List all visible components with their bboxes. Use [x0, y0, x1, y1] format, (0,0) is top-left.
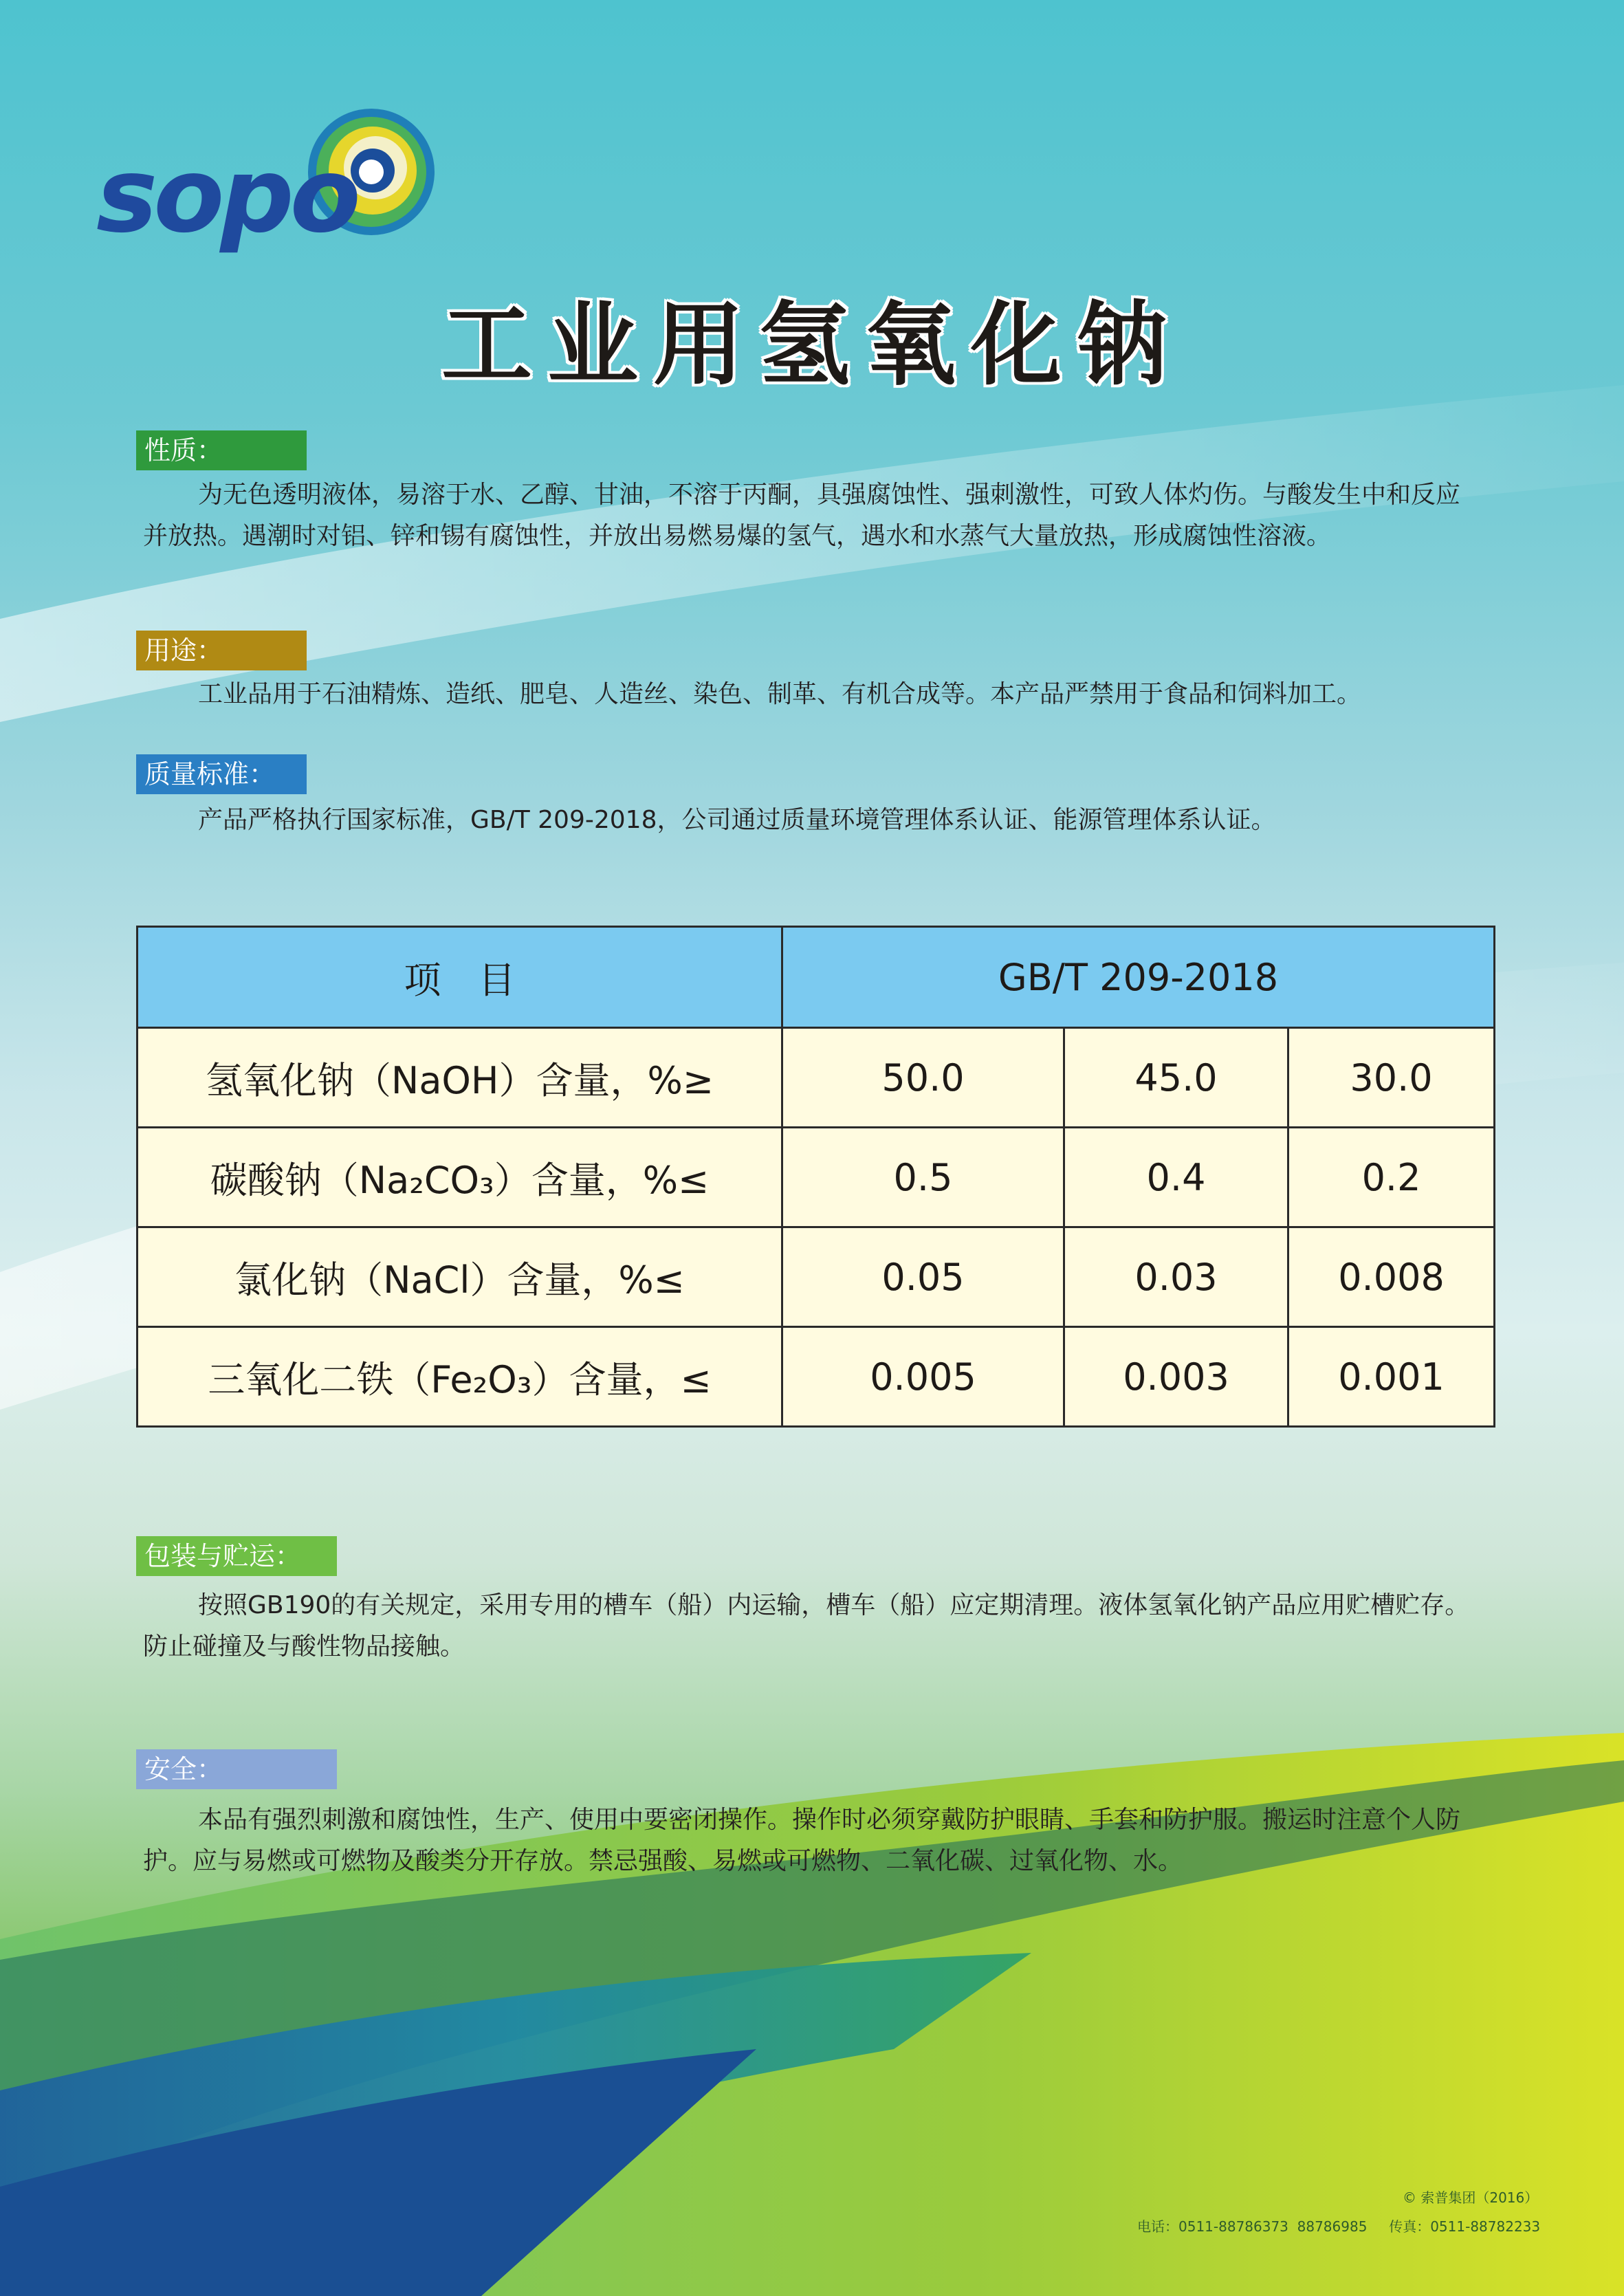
section-uses-label: 用途： — [136, 631, 307, 670]
footer-copyright: © 索普集团（2016） — [1403, 2189, 1539, 2206]
section-quality-body: 产品严格执行国家标准，GB/T 209-2018，公司通过质量环境管理体系认证、能源管理体系认证。 — [198, 806, 1276, 834]
row-value: 0.4 — [1064, 1128, 1288, 1227]
section-safety-label: 安全： — [136, 1749, 337, 1789]
row-item: 碳酸钠（Na₂CO₃）含量，%≤ — [138, 1128, 782, 1227]
row-item: 氢氧化钠（NaOH）含量，%≥ — [138, 1028, 782, 1128]
section-packaging-body: 按照GB190的有关规定，采用专用的槽车（船）内运输，槽车（船）应定期清理。液体氢氧化钠产品应用贮槽贮存。防止碰撞及与酸性物品接触。 — [143, 1591, 1470, 1661]
table-row — [138, 1227, 1495, 1327]
row-value: 0.05 — [782, 1227, 1064, 1327]
row-value: 0.005 — [782, 1327, 1064, 1427]
page-title: 工业用氢氧化钠 — [441, 292, 1183, 398]
section-properties-body: 为无色透明液体，易溶于水、乙醇、甘油，不溶于丙酮，具强腐蚀性、强刺激性，可致人体灼伤。与酸发生中和反应并放热。遇潮时对铝、锌和锡有腐蚀性，并放出易燃易爆的氢气，遇水和水蒸气大量放热，形成腐蚀性溶液。 — [143, 481, 1461, 550]
row-value: 45.0 — [1064, 1028, 1288, 1128]
row-item: 三氧化二铁（Fe₂O₃）含量，≤ — [138, 1327, 782, 1427]
row-item: 氯化钠（NaCl）含量，%≤ — [138, 1227, 782, 1327]
row-value: 0.003 — [1064, 1327, 1288, 1427]
section-quality-label: 质量标准： — [136, 754, 307, 794]
header-standard: GB/T 209-2018 — [782, 927, 1495, 1028]
section-safety-body: 本品有强烈刺激和腐蚀性，生产、使用中要密闭操作。操作时必须穿戴防护眼睛、手套和防护服。搬运时注意个人防护。应与易燃或可燃物及酸类分开存放。禁忌强酸、易燃或可燃物、二氧化碳、过氧化物、水。 — [143, 1806, 1461, 1875]
row-value: 0.2 — [1288, 1128, 1495, 1227]
row-value: 0.03 — [1064, 1227, 1288, 1327]
row-value: 50.0 — [782, 1028, 1064, 1128]
header-item: 项 目 — [138, 927, 782, 1028]
table-row — [138, 1028, 1495, 1128]
spec-table — [136, 926, 1495, 1428]
table-header-row — [138, 927, 1495, 1028]
footer-contact: 电话：0511-88786373 88786985 传真：0511-88782233 — [1137, 2218, 1541, 2235]
section-properties-label: 性质： — [136, 430, 307, 470]
logo-text: sopo — [96, 136, 357, 256]
row-value: 0.5 — [782, 1128, 1064, 1227]
row-value: 30.0 — [1288, 1028, 1495, 1128]
row-value: 0.008 — [1288, 1227, 1495, 1327]
row-value: 0.001 — [1288, 1327, 1495, 1427]
table-row — [138, 1327, 1495, 1427]
sopo-logo — [96, 103, 447, 256]
section-uses-body: 工业品用于石油精炼、造纸、肥皂、人造丝、染色、制革、有机合成等。本产品严禁用于食品和饲料加工。 — [198, 680, 1362, 708]
section-packaging-label: 包装与贮运： — [136, 1536, 337, 1576]
table-row — [138, 1128, 1495, 1227]
